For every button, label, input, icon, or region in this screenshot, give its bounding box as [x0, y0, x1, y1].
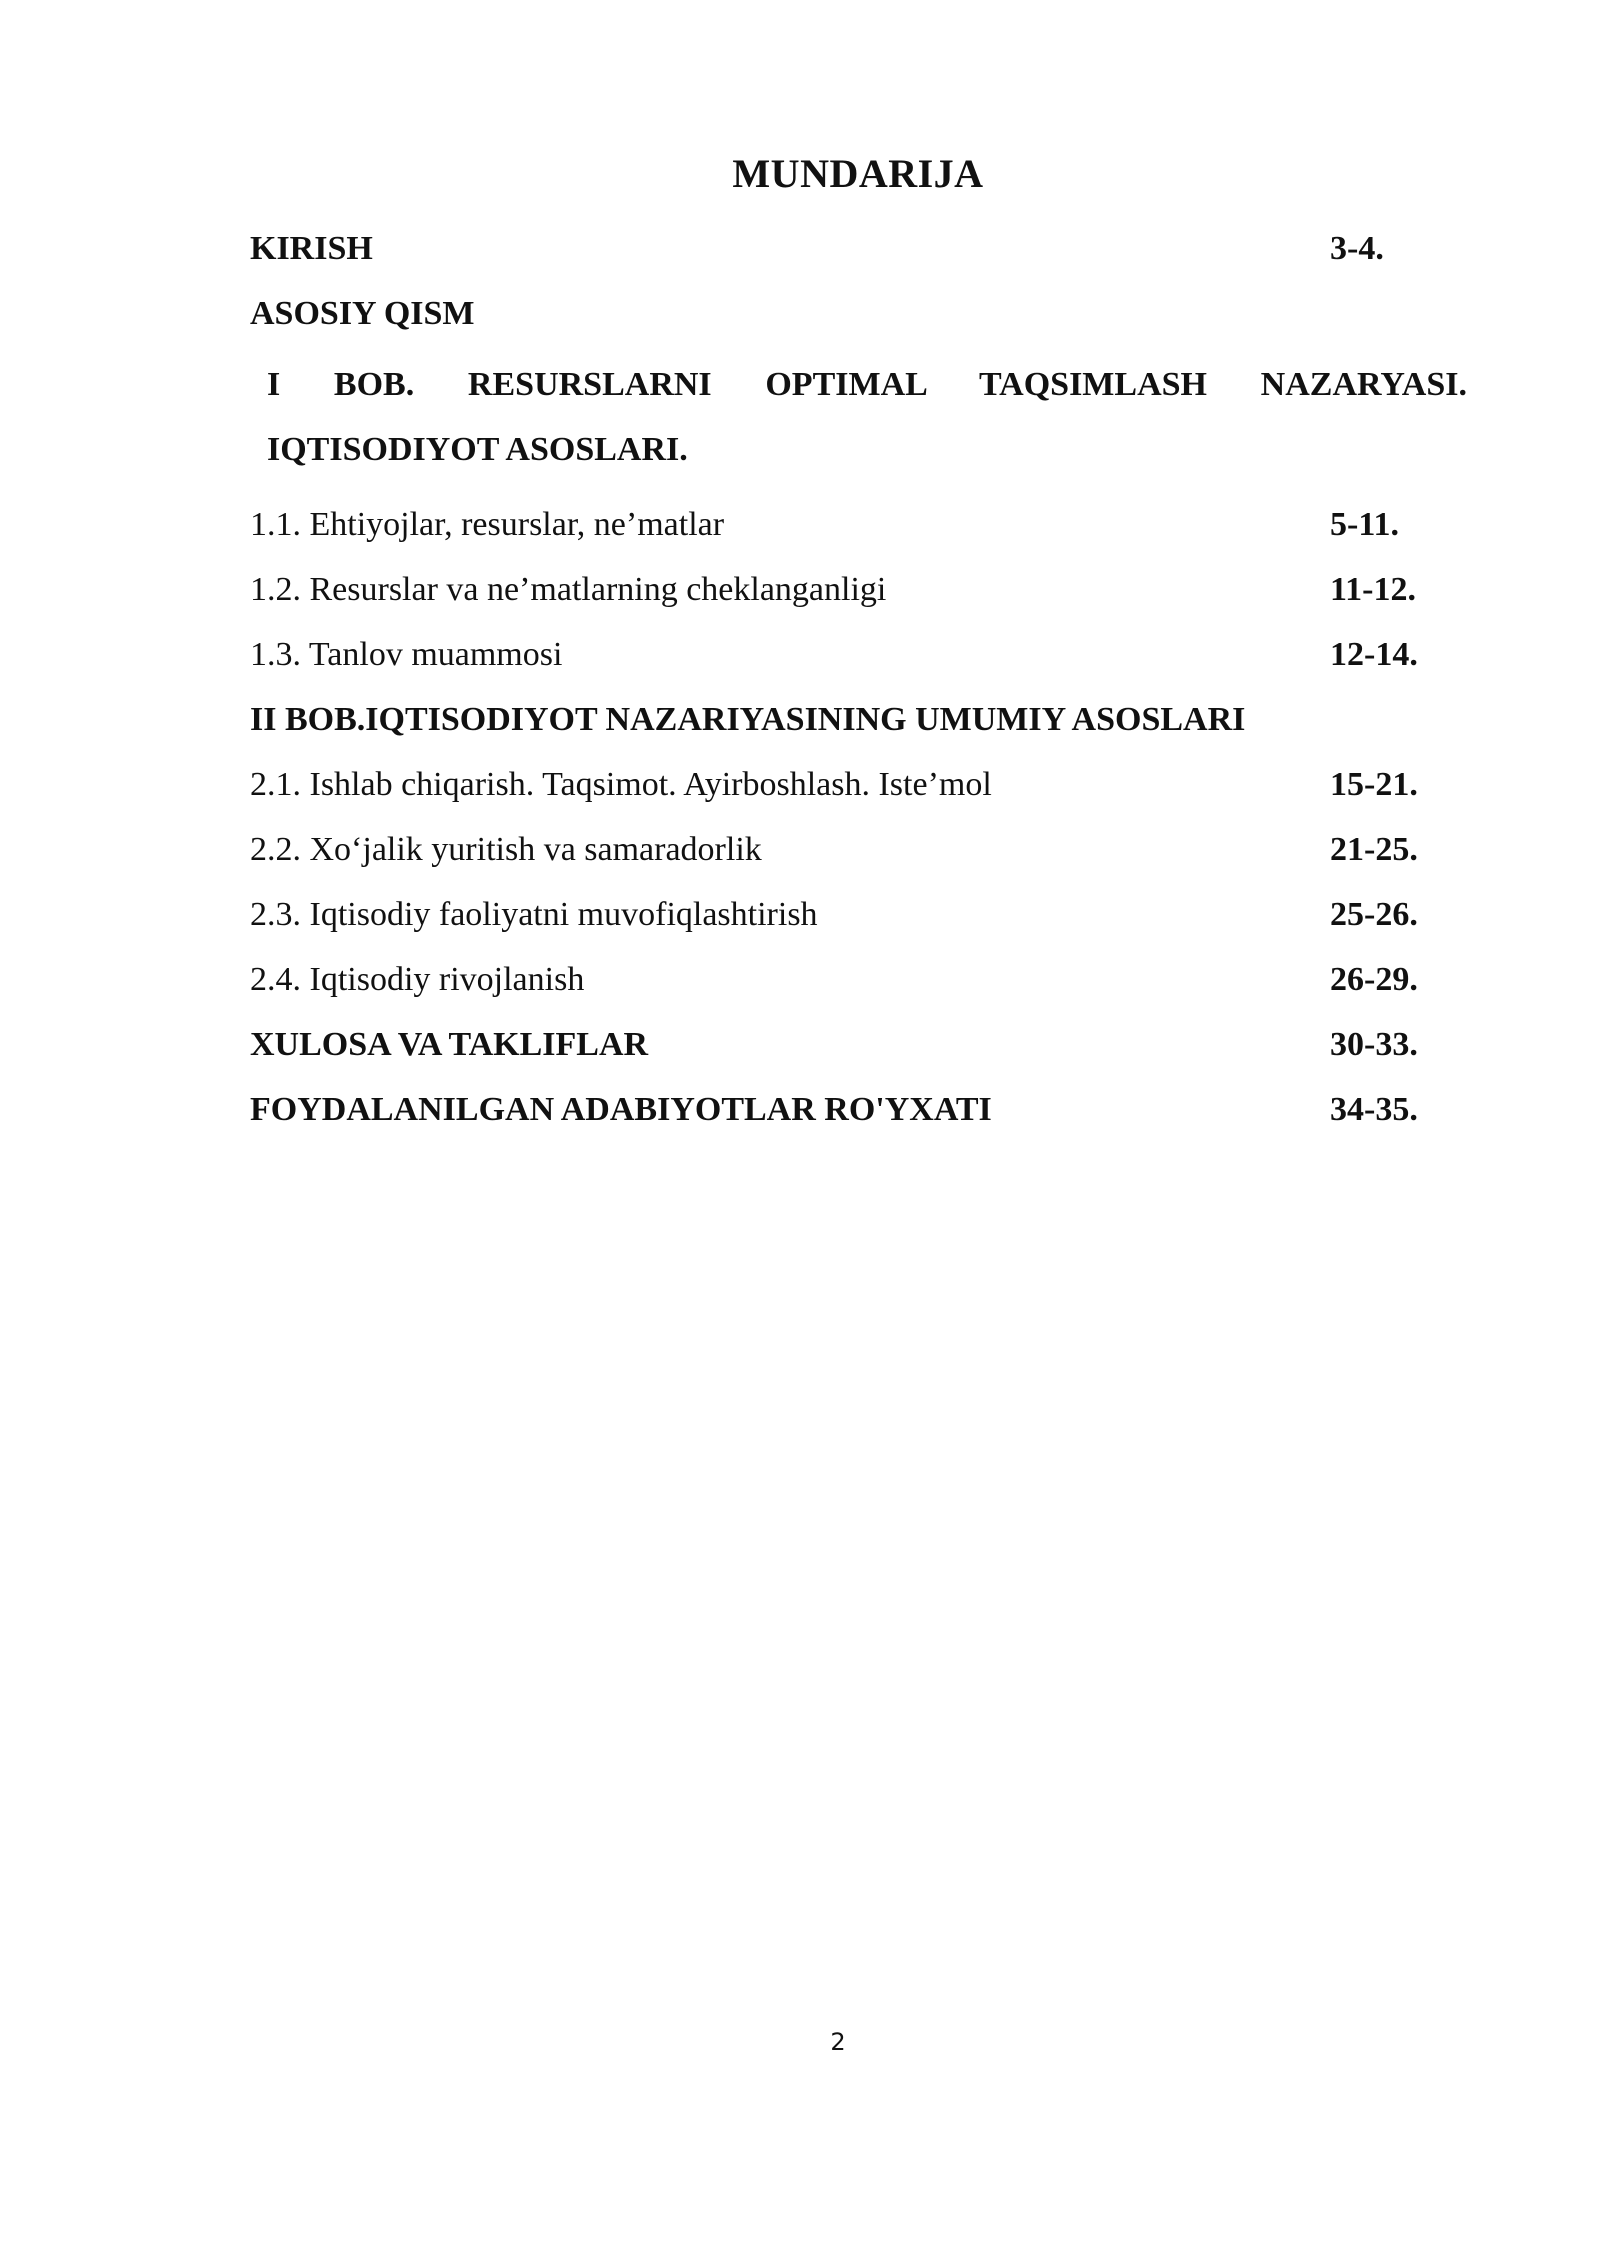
toc-row-main-part[interactable]	[250, 287, 1470, 352]
toc-label: XULOSA VA TAKLIFLAR	[250, 1026, 649, 1063]
page-number: 2	[830, 2028, 846, 2056]
toc-pages: 12-14.	[1330, 636, 1418, 673]
toc-row-2-1[interactable]	[250, 758, 1470, 823]
toc-row-2-4[interactable]	[250, 953, 1470, 1018]
toc-row-references[interactable]	[250, 1083, 1470, 1148]
toc-row-1-3[interactable]	[250, 628, 1470, 693]
toc-row-1-1[interactable]	[250, 498, 1470, 563]
toc-row-conclusion[interactable]	[250, 1018, 1470, 1083]
toc-row-2-3[interactable]	[250, 888, 1470, 953]
toc-label: 1.3. Tanlov muammosi	[250, 636, 563, 673]
toc-pages: 25-26.	[1330, 896, 1418, 933]
toc-label: FOYDALANILGAN ADABIYOTLAR RO'YXATI	[250, 1091, 992, 1128]
toc-row-intro[interactable]	[250, 222, 1470, 287]
toc-label: KIRISH	[250, 230, 373, 267]
toc-label: 2.4. Iqtisodiy rivojlanish	[250, 961, 585, 998]
toc-label: 1.2. Resurslar va ne’matlarning cheklanganligi	[250, 571, 887, 608]
toc-chapter-1-heading[interactable]	[267, 352, 1467, 482]
toc-label: 2.3. Iqtisodiy faoliyatni muvofiqlashtirish	[250, 896, 818, 933]
toc-pages: 26-29.	[1330, 961, 1418, 998]
toc-label: 2.1. Ishlab chiqarish. Taqsimot. Ayirboshlash. Iste’mol	[250, 766, 992, 803]
toc-label: II BOB.IQTISODIYOT NAZARIYASINING UMUMIY ASOSLARI	[250, 701, 1246, 738]
toc-pages: 5-11.	[1330, 506, 1399, 543]
toc-label: 1.1. Ehtiyojlar, resurslar, ne’matlar	[250, 506, 725, 543]
toc-pages: 30-33.	[1330, 1026, 1418, 1063]
toc-row-1-2[interactable]	[250, 563, 1470, 628]
toc-pages: 11-12.	[1330, 571, 1416, 608]
toc-row-2-2[interactable]	[250, 823, 1470, 888]
toc-label: ASOSIY QISM	[250, 295, 475, 332]
chapter-1-title-line-2: IQTISODIYOT ASOSLARI.	[267, 431, 688, 468]
toc-pages: 34-35.	[1330, 1091, 1418, 1128]
table-of-contents	[250, 222, 1470, 1148]
chapter-1-title-line-1: I BOB. RESURSLARNI OPTIMAL TAQSIMLASH NAZARYASI.	[267, 366, 1467, 403]
toc-label: 2.2. Xo‘jalik yuritish va samaradorlik	[250, 831, 762, 868]
page-title: MUNDARIJA	[732, 151, 984, 196]
toc-pages: 21-25.	[1330, 831, 1418, 868]
toc-chapter-2-heading[interactable]	[250, 693, 1470, 758]
toc-pages: 3-4.	[1330, 230, 1384, 267]
toc-pages: 15-21.	[1330, 766, 1418, 803]
